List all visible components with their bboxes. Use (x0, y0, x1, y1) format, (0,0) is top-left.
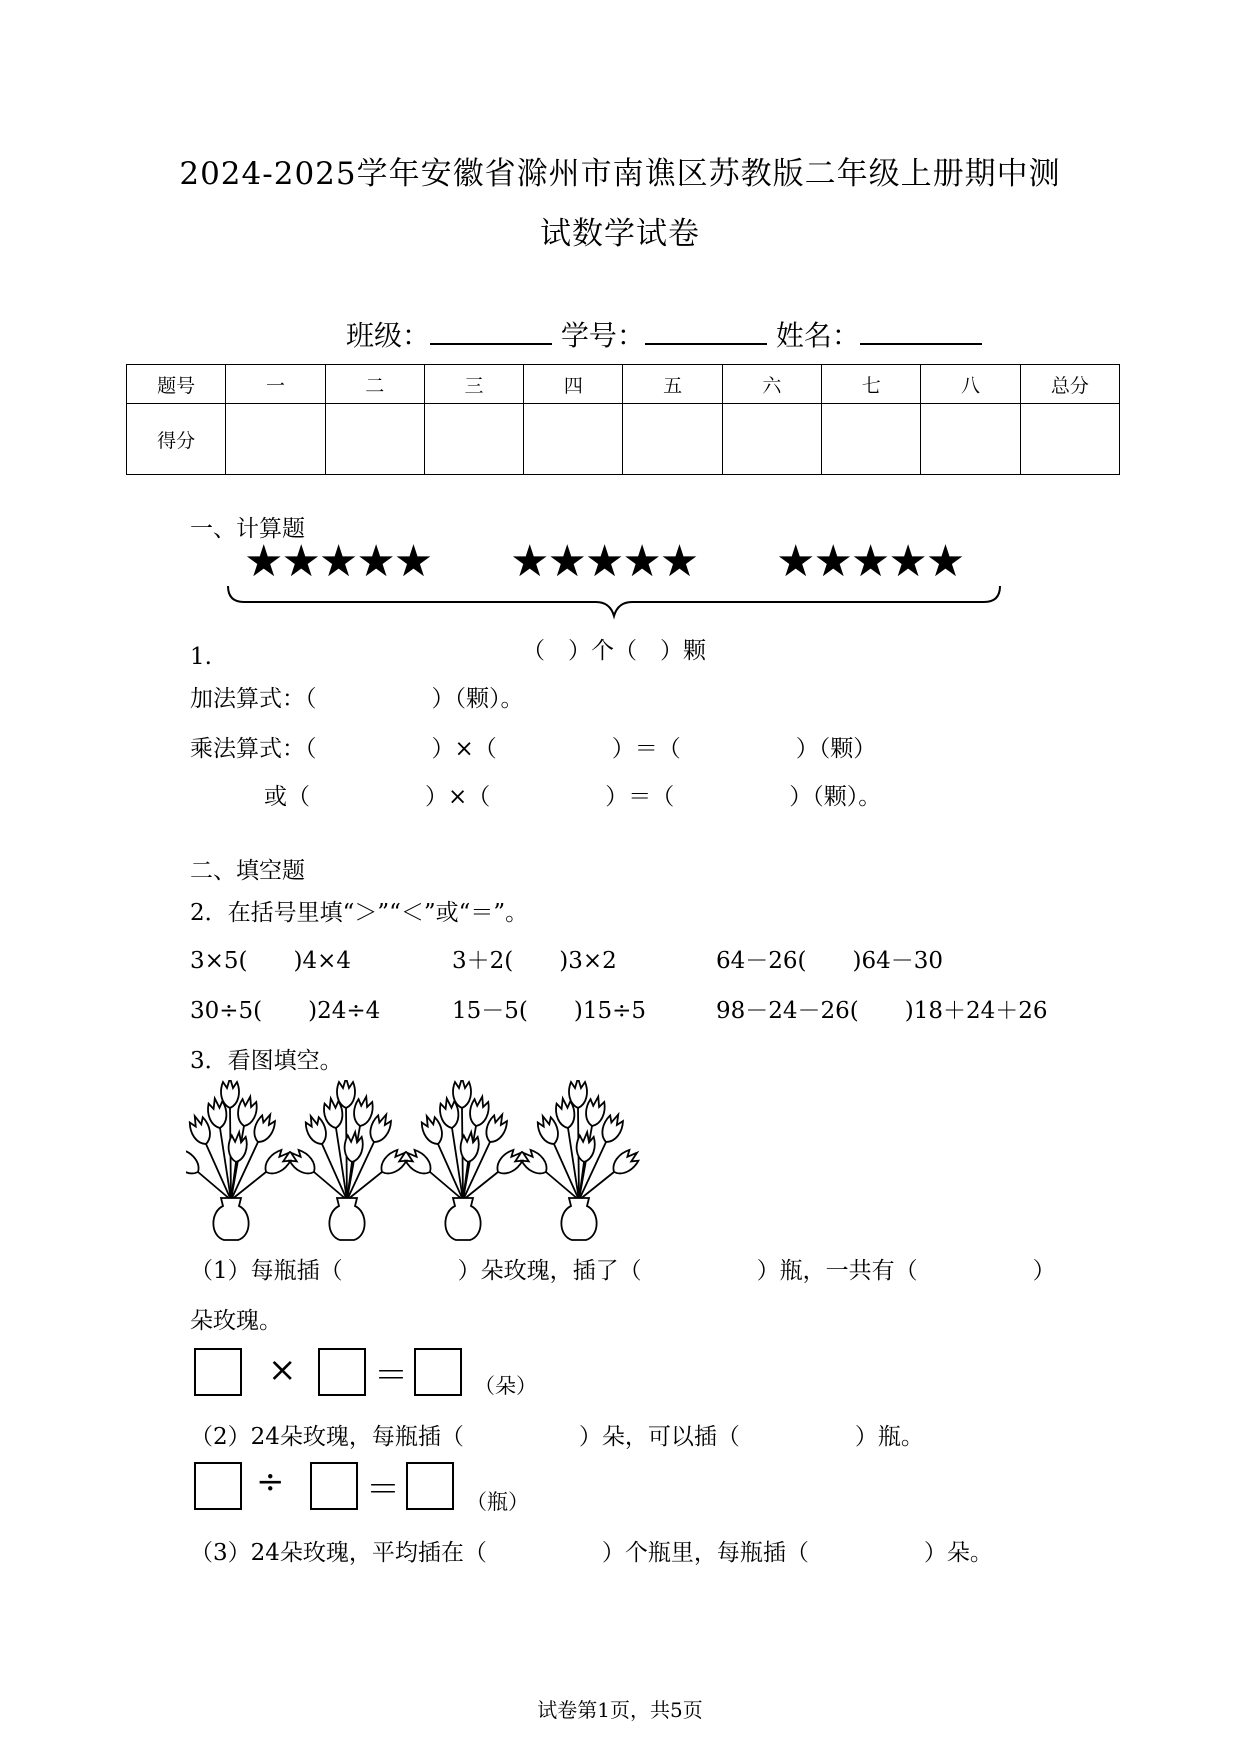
answer-box[interactable] (194, 1462, 242, 1510)
score-label-cell: 得分 (127, 404, 226, 475)
class-label: 班级： (346, 319, 431, 352)
rose-vases-image (186, 1080, 646, 1246)
header-cell: 六 (722, 365, 821, 404)
part-3-question: （3）24朵玫瑰，平均插在（ ）个瓶里，每瓶插（ ）朵。 (190, 1540, 993, 1566)
equals-sign: ＝ (374, 1356, 408, 1396)
score-table (126, 364, 1120, 475)
compare-item: 30÷5( )24÷4 (190, 998, 381, 1024)
answer-box[interactable] (194, 1348, 242, 1396)
part-2-question: （2）24朵玫瑰，每瓶插（ ）朵，可以插（ ）瓶。 (190, 1424, 924, 1450)
unit-ping: （瓶） (466, 1490, 529, 1514)
header-cell: 四 (524, 365, 623, 404)
score-cell[interactable] (921, 404, 1020, 475)
score-header-row (127, 365, 1120, 404)
multiplication-line-2: 或（ ）×（ ）＝（ ）（颗）。 (264, 784, 882, 810)
compare-item: 15－5( )15÷5 (452, 998, 647, 1024)
compare-item: 3×5( )4×4 (190, 948, 352, 974)
score-cell[interactable] (424, 404, 523, 475)
class-blank[interactable] (430, 317, 552, 345)
unit-duo: （朵） (474, 1374, 537, 1398)
score-cell[interactable] (722, 404, 821, 475)
multiplication-line-1: 乘法算式：（ ）×（ ）＝（ ）（颗） (190, 736, 877, 762)
page-title-line2: 试数学试卷 (540, 216, 700, 252)
compare-item: 98－24－26( )18＋24＋26 (716, 998, 1048, 1024)
star-group-3: ★★★★★ (776, 536, 964, 587)
star-group-2: ★★★★★ (510, 536, 698, 587)
header-cell: 二 (325, 365, 424, 404)
curly-brace-icon (226, 584, 1002, 620)
page-title-line1: 2024-2025学年安徽省滁州市南谯区苏教版二年级上册期中测 (179, 156, 1061, 192)
page-footer: 试卷第1页，共5页 (537, 1698, 703, 1722)
student-info (346, 314, 982, 354)
score-cell[interactable] (1020, 404, 1119, 475)
number-blank[interactable] (645, 317, 767, 345)
question-number-1: 1. (190, 644, 212, 670)
header-cell: 题号 (127, 365, 226, 404)
question-2: 2．在括号里填“＞”“＜”或“＝”。 (190, 900, 529, 926)
part-1-continuation: 朵玫瑰。 (190, 1308, 282, 1334)
header-cell: 八 (921, 365, 1020, 404)
answer-box[interactable] (318, 1348, 366, 1396)
part-1-question: （1）每瓶插（ ）朵玫瑰，插了（ ）瓶，一共有（ ） (190, 1258, 1056, 1284)
header-cell: 总分 (1020, 365, 1119, 404)
score-cell[interactable] (524, 404, 623, 475)
question-3: 3．看图填空。 (190, 1048, 343, 1074)
compare-item: 3＋2( )3×2 (452, 948, 617, 974)
score-cell[interactable] (226, 404, 325, 475)
score-cell[interactable] (822, 404, 921, 475)
divide-sign: ÷ (256, 1462, 285, 1502)
answer-box[interactable] (310, 1462, 358, 1510)
number-label: 学号： (560, 319, 645, 352)
multiply-sign: × (268, 1350, 297, 1390)
answer-box[interactable] (414, 1348, 462, 1396)
name-blank[interactable] (860, 317, 982, 345)
section2-heading: 二、填空题 (190, 858, 305, 884)
score-cell[interactable] (325, 404, 424, 475)
score-cell[interactable] (623, 404, 722, 475)
brace-caption: （ ）个（ ）颗 (522, 638, 706, 664)
header-cell: 七 (822, 365, 921, 404)
section1-heading: 一、计算题 (190, 516, 305, 542)
answer-box[interactable] (406, 1462, 454, 1510)
header-cell: 三 (424, 365, 523, 404)
score-row (127, 404, 1120, 475)
compare-item: 64－26( )64－30 (716, 948, 944, 974)
header-cell: 五 (623, 365, 722, 404)
addition-line: 加法算式：（ ）（颗）。 (190, 686, 524, 712)
equals-sign: ＝ (366, 1470, 400, 1510)
star-group-1: ★★★★★ (244, 536, 432, 587)
name-label: 姓名： (775, 319, 860, 352)
header-cell: 一 (226, 365, 325, 404)
